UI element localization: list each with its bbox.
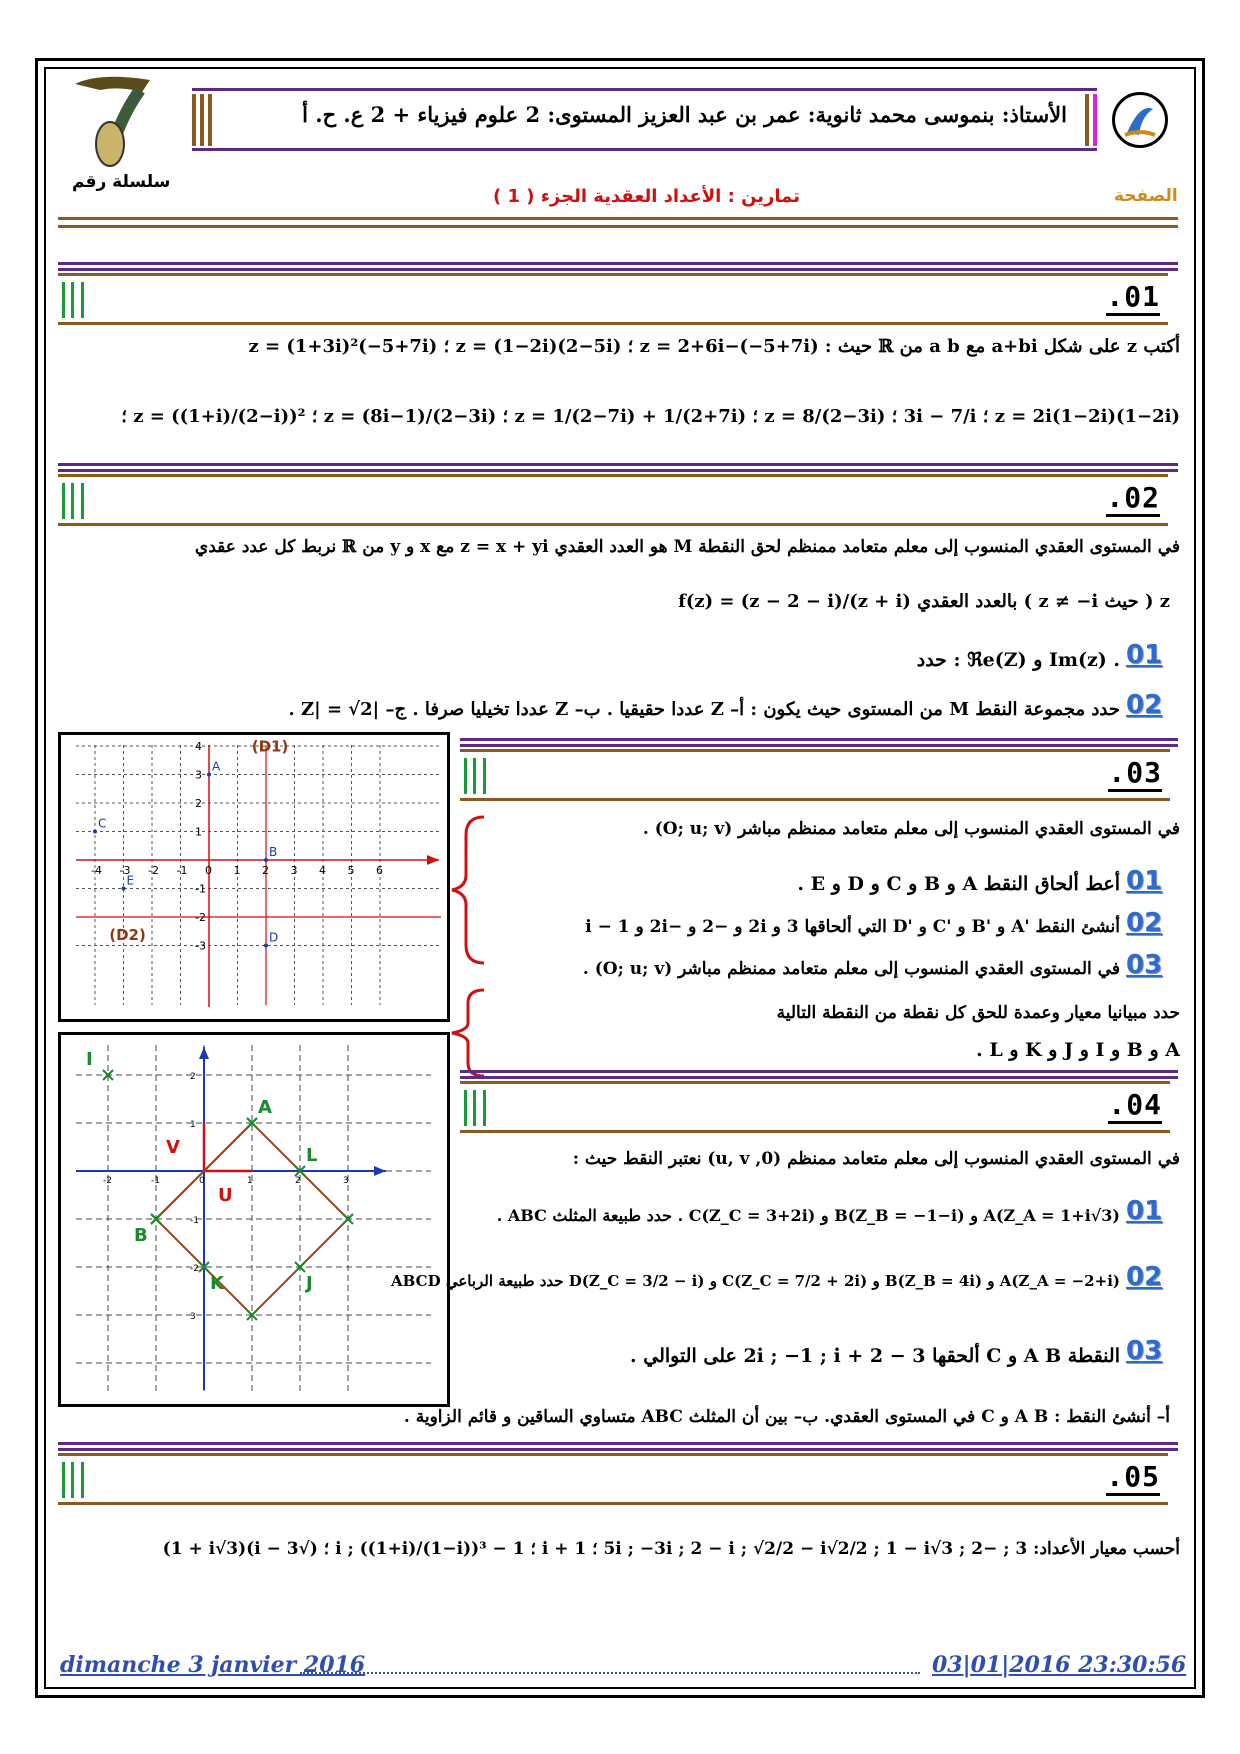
point-label: K [210, 1273, 224, 1294]
x-tick-label: 1 [233, 864, 241, 877]
x-tick-label: 0 [199, 1176, 205, 1186]
exercise-01-line-1: أكتب z على شكل a+bi مع a b من ℝ حيث : z = 2+6i−(−5+7i) ؛ z = (1−2i)(2−5i) ؛ z = (1+3i)²(−5+7i) [248, 336, 1180, 357]
exercise-01-header [58, 273, 1168, 325]
vector-label-v: V [166, 1137, 180, 1158]
point-label: A [258, 1097, 272, 1118]
graph-2 [58, 1032, 450, 1407]
school-logo [1112, 92, 1168, 148]
y-tick-label: 1 [190, 1120, 196, 1130]
x-tick-label: -4 [91, 864, 102, 877]
exercise-02-item-1: 01 [1126, 640, 1163, 670]
y-tick-label: 4 [195, 740, 202, 753]
x-tick-label: -1 [151, 1176, 160, 1186]
x-tick-label: 4 [319, 864, 326, 877]
point-C [93, 830, 97, 834]
exercise-04-item-1: 01 [1126, 1196, 1163, 1226]
exercise-03-line-1: في المستوى العقدي المنسوب إلى معلم متعامد ممنظم مباشر (O; u; v) . [642, 819, 1180, 839]
y-tick-label: 2 [195, 797, 202, 810]
point-B [264, 858, 268, 862]
bracket-2 [448, 988, 488, 1078]
exercise-04-item-2: 02 [1126, 1262, 1163, 1292]
x-axis-arrow [427, 855, 439, 865]
exercise-03-number: .03 [1108, 756, 1162, 792]
exercise-02-line-2: z ( حيث z ≠ −i ) بالعدد العقدي f(z) = (z − 2 − i)/(z + i) [678, 591, 1170, 612]
exercise-04-number: .04 [1108, 1088, 1162, 1124]
x-tick-label: 6 [376, 864, 383, 877]
bracket-1 [448, 815, 488, 965]
y-tick-label: 3 [190, 1312, 196, 1322]
exercise-02-header [58, 474, 1168, 526]
x-tick-label: -2 [148, 864, 159, 877]
footer-timestamp: 03|01|2016 23:30:56 [932, 1652, 1187, 1678]
x-tick-label: 3 [290, 864, 298, 877]
exercise-05-line-1: أحسب معيار الأعداد: 3 ; −2 ; 5i ; −3i ; 2 − i ; √2/2 − i√2/2 ; 1 − i√3 ؛ 1 + i ؛ 1 − i ; ((1+i)/(1−i))³ ؛ (√3 − i)(1 + i√3) [162, 1539, 1180, 1559]
graph-1 [58, 732, 450, 1022]
point-label: C [98, 816, 107, 831]
point-label: J [306, 1273, 313, 1294]
exercise-04-line-3: A(Z_A = −2+i) و B(Z_B = 4i) و C(Z_C = 7/2 + 2i) و D(Z_C = 3/2 − i) حدد طبيعة الرباعي ABCD [391, 1272, 1120, 1290]
x-tick-label: 3 [343, 1176, 349, 1186]
teacher-info: الأستاذ: بنموسى محمد ثانوية: عمر بن عبد العزيز المستوى: 2 علوم فيزياء + 2 ع. ح. أ [302, 102, 1067, 127]
point-E [122, 887, 126, 891]
x-tick-label: 2 [262, 864, 269, 877]
vector-label-u: U [218, 1185, 233, 1206]
exercise-02-line-1: في المستوى العقدي المنسوب إلى معلم متعامد ممنظم لحق النقطة M هو العدد العقدي z = x + yi مع x و y من ℝ نربط كل عدد عقدي [194, 537, 1180, 557]
exercise-04-item-3: 03 [1126, 1336, 1163, 1366]
y-tick-label: -2 [195, 911, 206, 924]
y-tick-label: -1 [190, 1216, 199, 1226]
footer-date: dimanche 3 janvier 2016 [60, 1652, 366, 1678]
y-tick-label: 1 [195, 825, 202, 839]
y-tick-label: -2 [190, 1264, 199, 1274]
exercise-05-header [58, 1453, 1168, 1505]
x-tick-label: 1 [247, 1176, 253, 1186]
point-label: A [212, 759, 221, 774]
page-label: الصفحة [1114, 186, 1178, 206]
x-tick-label: -2 [103, 1176, 112, 1186]
exercise-03-line-3: أنشئ النقط 'A و 'B و 'C و 'D التي ألحاقها 3 و 2i و −2 و −2i و 1 − i [585, 917, 1120, 937]
page-title: تمارين : الأعداد العقدية الجزء ( 1 ) [492, 186, 800, 207]
point-label: I [86, 1049, 93, 1070]
x-tick-label: 2 [295, 1176, 301, 1186]
point-D [264, 944, 268, 948]
y-tick-label: -3 [195, 939, 206, 953]
exercise-04-line-5: أ– أنشئ النقط : A B و C في المستوى العقدي. ب– بين أن المثلث ABC متساوي الساقين و قائم الزاوية . [403, 1407, 1170, 1427]
exercise-03-item-3: 03 [1126, 950, 1163, 980]
x-tick-label: -1 [176, 864, 188, 877]
exercise-03-line-6: A و B و I و J و K و L . [976, 1039, 1180, 1061]
exercise-01-number: .01 [1106, 280, 1160, 316]
x-tick-label: 0 [205, 864, 212, 877]
exercise-03-line-4: في المستوى العقدي المنسوب إلى معلم متعامد ممنظم مباشر (O; u; v) . [582, 959, 1120, 979]
x-axis-arrow [374, 1166, 386, 1176]
exercise-02-line-4: حدد مجموعة النقط M من المستوى حيث يكون : أ– Z عددا حقيقيا . ب– Z عددا تخيليا صرفا . ج– |Z| = √2 . [288, 699, 1120, 720]
exercise-02-number: .02 [1106, 481, 1160, 517]
exercise-04-line-1: في المستوى العقدي المنسوب إلى معلم متعامد ممنظم (0, u, v) نعتبر النقط حيث : [572, 1149, 1180, 1169]
exercise-03-item-2: 02 [1126, 908, 1163, 938]
y-tick-label: -1 [195, 882, 206, 896]
exercise-04-header [460, 1081, 1170, 1133]
x-tick-label: 5 [347, 864, 355, 877]
series-logo [70, 72, 160, 167]
point-label: B [269, 845, 278, 859]
exercise-05-number: .05 [1106, 1460, 1160, 1496]
exercise-02-item-2: 02 [1126, 690, 1163, 720]
point-label: L [306, 1145, 318, 1166]
exercise-02-line-3: . Im(z) و ℜe(Z) : حدد [916, 649, 1120, 671]
y-tick-label: 3 [195, 768, 202, 782]
point-label: E [126, 873, 135, 888]
exercise-03-header [460, 749, 1170, 801]
series-label: سلسلة رقم [72, 172, 171, 192]
point-A [207, 773, 211, 777]
exercise-03-item-1: 01 [1126, 866, 1163, 896]
y-axis-arrow [199, 1047, 209, 1059]
line-label-d1: (D1) [251, 737, 289, 756]
exercise-03-line-2: أعط ألحاق النقط A و B و C و D و E . [797, 873, 1120, 895]
point-label: D [269, 930, 279, 945]
line-label-d2: (D2) [109, 925, 146, 944]
y-tick-label: 2 [190, 1072, 196, 1082]
point-label: B [134, 1225, 148, 1246]
header-band [192, 88, 1097, 154]
x-tick-label: -3 [119, 864, 131, 877]
exercise-04-line-2: A(Z_A = 1+i√3) و B(Z_B = −1−i) و C(Z_C = 3+2i) . حدد طبيعة المثلث ABC . [496, 1206, 1120, 1225]
exercise-01-line-2: z = 2i(1−2i)(1−2i) ؛ 3i − 7/i ؛ z = 8/(2−3i) ؛ z = 1/(2−7i) + 1/(2+7i) ؛ z = (8i−1)/(2−3i) ؛ z = ((1+i)/(2−i))² ؛ [121, 406, 1180, 427]
exercise-03-line-5: حدد مبيانيا معيار وعمدة للحق كل نقطة من النقطة التالية [776, 1003, 1180, 1023]
exercise-04-line-4: النقطة A B و C ألحقها 3 − 2i ; −1 ; i + 2 على التوالي . [630, 1345, 1120, 1367]
